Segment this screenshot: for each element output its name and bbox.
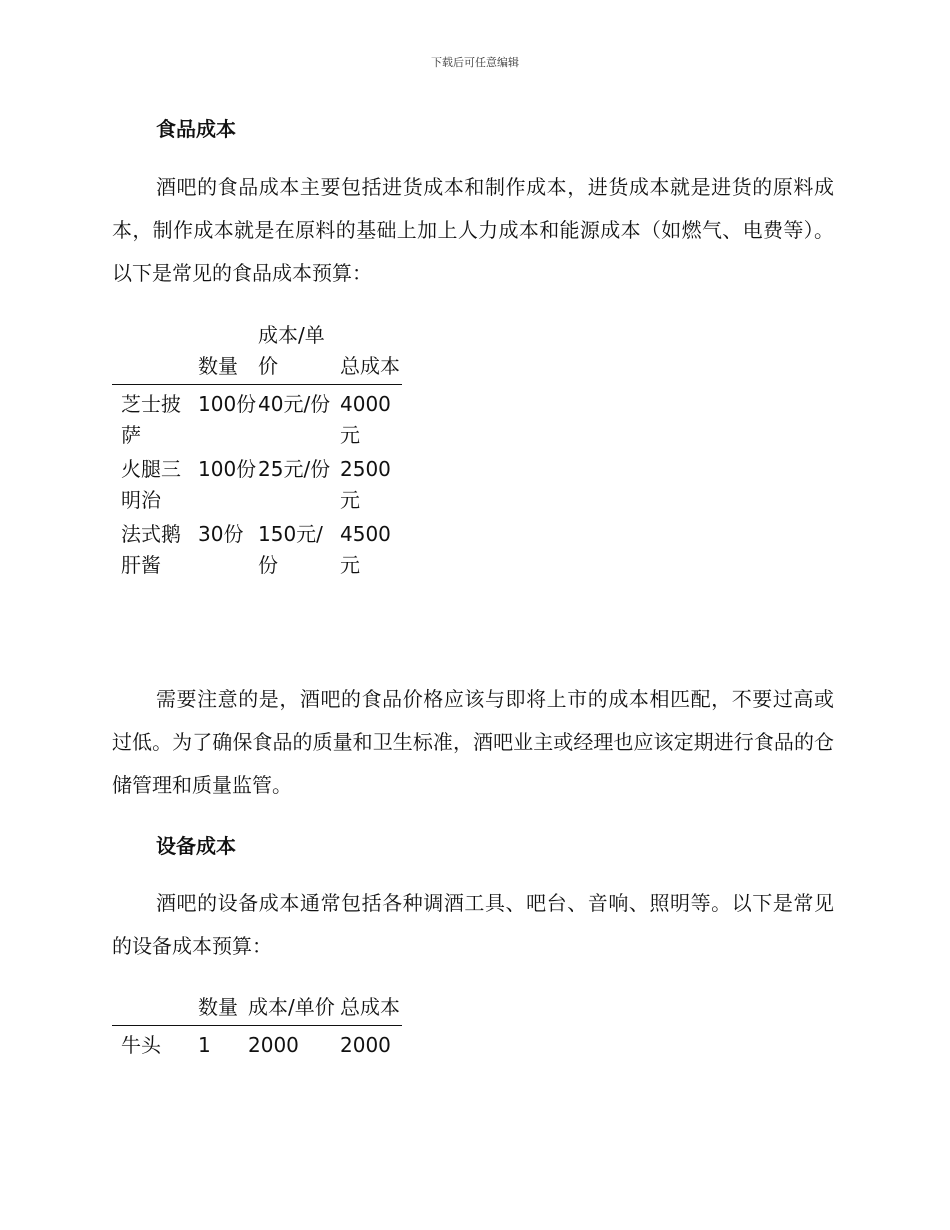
unit-cost-cell: 25元/份 — [258, 457, 331, 481]
total-cost-cell: 2500元 — [340, 457, 391, 512]
quantity-cell: 30份 — [198, 522, 244, 546]
item-name-cell: 芝士披萨 — [121, 392, 181, 447]
quantity-cell: 100份 — [198, 392, 257, 416]
quantity-cell: 1 — [198, 1033, 211, 1057]
food-cost-table — [112, 320, 402, 584]
table-row — [112, 519, 402, 584]
table-header-cell: 总成本 — [340, 320, 402, 385]
unit-cost-cell: 40元/份 — [258, 392, 331, 416]
table-row — [112, 454, 402, 519]
table-header-row — [112, 992, 402, 1026]
item-name-cell: 法式鹅肝酱 — [121, 522, 181, 577]
table-header-cell: 成本/单价 — [258, 320, 340, 385]
table-header-cell — [112, 320, 198, 385]
total-cost-cell: 2000 — [340, 1033, 391, 1057]
total-cost-cell: 4500元 — [340, 522, 391, 577]
equipment-cost-intro: 酒吧的设备成本通常包括各种调酒工具、吧台、音响、照明等。以下是常见的设备成本预算： — [112, 891, 834, 958]
food-cost-heading: 食品成本 — [156, 117, 236, 141]
equipment-cost-heading: 设备成本 — [156, 834, 236, 858]
unit-cost-cell: 2000 — [248, 1033, 299, 1057]
unit-cost-cell: 150元/份 — [258, 522, 323, 577]
table-header-cell: 总成本 — [340, 992, 402, 1026]
food-cost-note: 需要注意的是，酒吧的食品价格应该与即将上市的成本相匹配，不要过高或过低。为了确保食品的质量和卫生标准，酒吧业主或经理也应该定期进行食品的仓储管理和质量监管。 — [112, 687, 834, 797]
food-cost-intro: 酒吧的食品成本主要包括进货成本和制作成本，进货成本就是进货的原料成本，制作成本就是在原料的基础上加上人力成本和能源成本（如燃气、电费等）。以下是常见的食品成本预算： — [112, 175, 834, 285]
quantity-cell: 100份 — [198, 457, 257, 481]
header-note: 下载后可任意编辑 — [431, 56, 519, 69]
equipment-cost-table — [112, 992, 402, 1064]
table-header-cell: 成本/单价 — [248, 992, 340, 1026]
item-name-cell: 牛头 — [121, 1033, 161, 1057]
table-header-cell — [112, 992, 198, 1026]
table-row — [112, 1026, 402, 1065]
total-cost-cell: 4000元 — [340, 392, 391, 447]
table-header-row — [112, 320, 402, 385]
item-name-cell: 火腿三明治 — [121, 457, 181, 512]
table-header-cell: 数量 — [198, 992, 248, 1026]
table-header-cell: 数量 — [198, 320, 258, 385]
table-row — [112, 385, 402, 455]
